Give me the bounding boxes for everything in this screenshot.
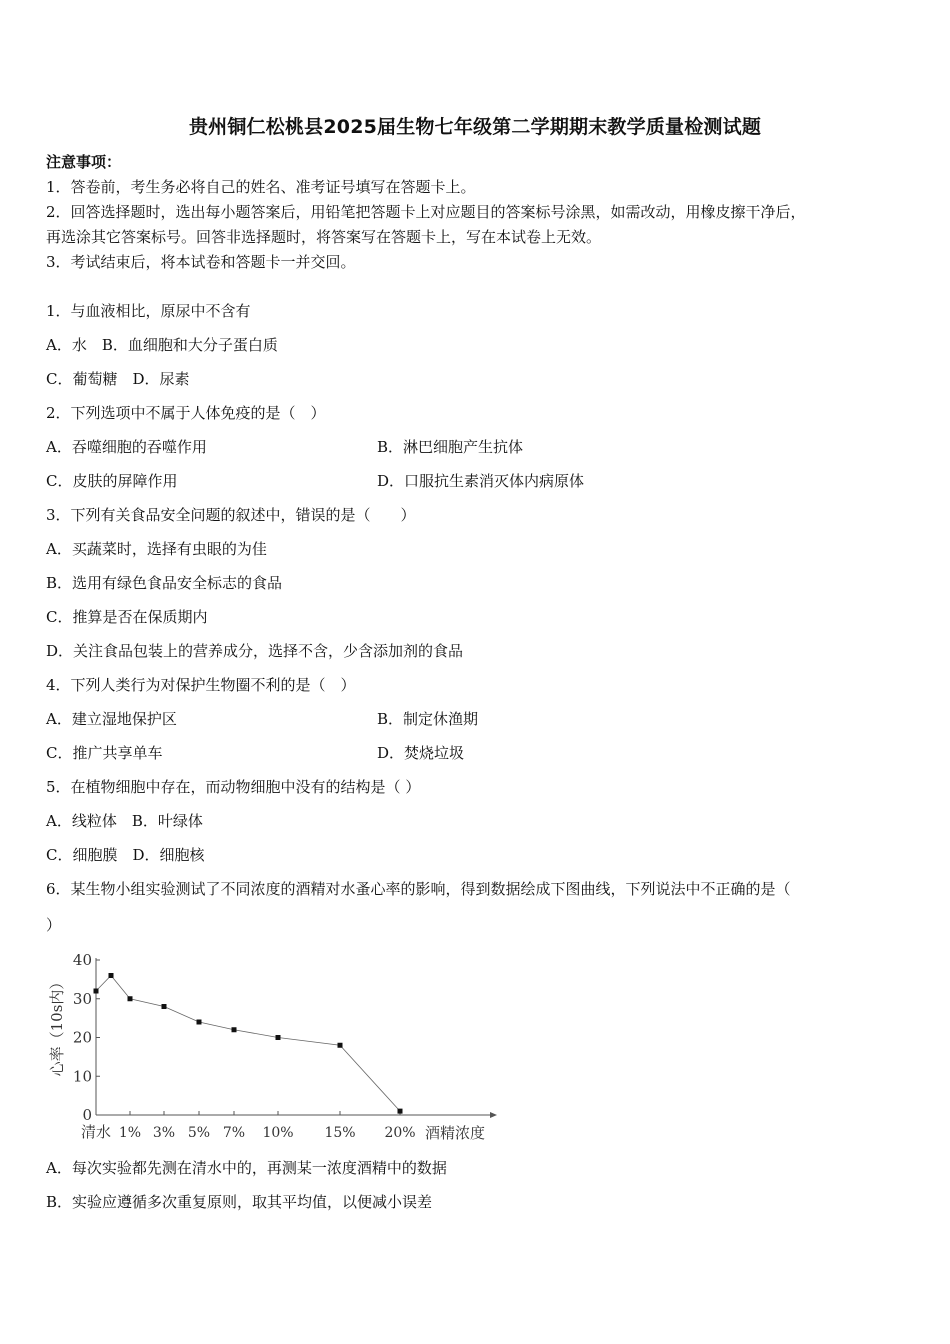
series-line [96, 976, 400, 1112]
question-stem: 2．下列选项中不属于人体免疫的是（ ） [46, 404, 326, 422]
data-point [94, 989, 99, 994]
y-tick-label: 0 [82, 1106, 92, 1124]
data-point [162, 1004, 167, 1009]
page-title: 贵州铜仁松桃县2025届生物七年级第二学期期末教学质量检测试题 [188, 116, 762, 138]
x-tick-label: 3% [152, 1125, 176, 1141]
question-option: B．制定休渔期 [377, 710, 479, 728]
notice-item: 1．答卷前，考生务必将自己的姓名、准考证号填写在答题卡上。 [46, 178, 476, 196]
y-tick-label: 20 [72, 1028, 92, 1047]
data-point [109, 973, 114, 978]
notice-item: 再选涂其它答案标号。回答非选择题时，将答案写在答题卡上，写在本试卷上无效。 [46, 228, 602, 246]
question-stem: 1．与血液相比，原尿中不含有 [46, 302, 251, 320]
question-stem: 5．在植物细胞中存在，而动物细胞中没有的结构是（ ） [46, 778, 421, 796]
question-stem: 3．下列有关食品安全问题的叙述中，错误的是（ ） [46, 506, 416, 524]
question-option: B．淋巴细胞产生抗体 [377, 438, 524, 456]
data-point [232, 1027, 237, 1032]
x-axis-arrow [490, 1112, 497, 1118]
notice-item: 2．回答选择题时，选出每小题答案后，用铅笔把答题卡上对应题目的答案标号涂黑，如需改动，用橡皮擦干净后， [46, 203, 806, 221]
question-option: A．每次实验都先测在清水中的，再测某一浓度酒精中的数据 [46, 1159, 447, 1177]
question-option: A．线粒体 B．叶绿体 [46, 812, 203, 830]
x-tick-label: 1% [118, 1125, 142, 1141]
question-stem-continued: ） [46, 916, 62, 934]
question-option: A．水 B．血细胞和大分子蛋白质 [46, 336, 278, 354]
data-point [398, 1109, 403, 1114]
x-tick-label: 清水 [80, 1123, 112, 1141]
heart-rate-chart [40, 948, 510, 1148]
x-tick-label: 10% [262, 1125, 294, 1141]
notice-item: 3．考试结束后，将本试卷和答题卡一并交回。 [46, 253, 356, 271]
question-option: A．建立湿地保护区 [46, 710, 177, 728]
x-axis-label: 酒精浓度 [425, 1124, 486, 1142]
notice-heading: 注意事项： [46, 153, 122, 171]
question-stem: 4．下列人类行为对保护生物圈不利的是（ ） [46, 676, 356, 694]
question-option: A．买蔬菜时，选择有虫眼的为佳 [46, 540, 267, 558]
y-axis-label: 心率（10s内） [48, 974, 66, 1077]
question-option: C．推广共享单车 [46, 744, 163, 762]
question-option: D．关注食品包装上的营养成分，选择不含，少含添加剂的食品 [46, 642, 464, 660]
question-option: C．推算是否在保质期内 [46, 608, 208, 626]
question-stem: 6．某生物小组实验测试了不同浓度的酒精对水蚤心率的影响，得到数据绘成下图曲线，下列说法中不正确的是（ [46, 880, 791, 898]
question-option: D．口服抗生素消灭体内病原体 [377, 472, 585, 490]
question-option: D．焚烧垃圾 [377, 744, 465, 762]
data-point [197, 1020, 202, 1025]
y-tick-label: 40 [72, 951, 92, 969]
x-tick-label: 20% [384, 1125, 416, 1141]
question-option: B．实验应遵循多次重复原则，取其平均值，以便减小误差 [46, 1193, 433, 1211]
y-tick-label: 30 [72, 989, 92, 1008]
x-tick-label: 15% [324, 1125, 356, 1141]
data-point [128, 996, 133, 1001]
question-option: C．葡萄糖 D．尿素 [46, 370, 190, 388]
data-point [338, 1043, 343, 1048]
y-tick-label: 10 [72, 1067, 92, 1086]
data-point [276, 1035, 281, 1040]
question-option: B．选用有绿色食品安全标志的食品 [46, 574, 283, 592]
question-option: C．细胞膜 D．细胞核 [46, 846, 205, 864]
question-option: A．吞噬细胞的吞噬作用 [46, 438, 207, 456]
x-tick-label: 7% [222, 1125, 246, 1141]
question-option: C．皮肤的屏障作用 [46, 472, 178, 490]
x-tick-label: 5% [187, 1125, 211, 1141]
